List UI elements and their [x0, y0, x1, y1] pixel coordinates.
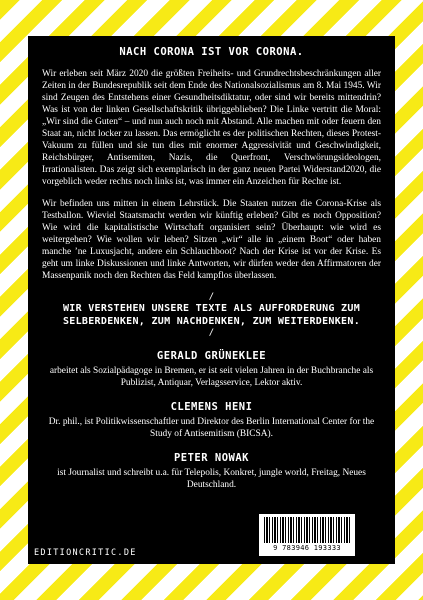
isbn-number: 9 783946 193333	[273, 544, 341, 552]
author-block	[42, 350, 381, 389]
mission-statement: WIR VERSTEHEN UNSERE TEXTE ALS AUFFORDERUNG ZUM SELBERDENKEN, ZUM NACHDENKEN, ZUM WEITERDENKEN.	[62, 303, 361, 327]
author-bio: Dr. phil., ist Politikwissenschaftler und Direktor des Berlin International Center for the Study of Antisemitism (BICSA).	[48, 417, 375, 439]
isbn-barcode	[259, 514, 355, 556]
author-name: PETER NOWAK	[173, 452, 250, 464]
author-bio: ist Journalist und schreibt u.a. für Telepolis, Konkret, jungle world, Freitag, Neues Deutschland.	[57, 468, 366, 490]
publisher-url: EDITIONCRITIC.DE	[34, 548, 137, 558]
text-panel	[28, 36, 395, 564]
author-name: GERALD GRÜNEKLEE	[156, 350, 267, 362]
paragraph-1: Wir erleben seit März 2020 die größten Freiheits- und Grundrechtsbeschränkungen aller Zeiten in der Bundesrepublik seit dem Ende des Nationalsozialismus am 8. Mai 1945. Wir sind Zeugen des Entstehens einer Gesundheitsdiktatur, oder sind wir bereits mittendrin? Was ist von der linken Gesellschaftskritik übriggeblieben? Die Linke vertritt die Moral: „Wir sind die Guten“ – und nun auch noch mit Abstand. Alle machen mit oder feuern den Staat an, nicht locker zu lassen. Das ermöglicht es der politischen Rechten, dieses Protest-Vakuum zu füllen und sie tun dies mit enormer Aggressivität und Geschwindigkeit, Reichsbürger, Antisemiten, Nazis, die Querfront, Verschwörungsideologen, Irrationalisten. Das zeigt sich exemplarisch in der ganz neuen Partei Widerstand2020, die vorgeblich weder rechts noch links ist, was immer ein Anzeichen für Rechte ist.	[42, 69, 381, 187]
cover-heading: NACH CORONA IST VOR CORONA.	[119, 46, 304, 58]
slash-divider-top: /	[208, 292, 215, 302]
author-bio: arbeitet als Sozialpädagoge in Bremen, er ist seit vielen Jahren in der Buchbranche als Publizist, Antiquar, Verlagsservice, Lektor aktiv.	[49, 366, 374, 388]
author-block	[42, 401, 381, 440]
barcode-bars	[264, 517, 350, 543]
slash-divider-bottom: /	[208, 328, 215, 338]
author-block	[42, 452, 381, 491]
author-name: CLEMENS HENI	[170, 401, 253, 413]
paragraph-2: Wir befinden uns mitten in einem Lehrstück. Die Staaten nutzen die Corona-Krise als Testballon. Wieviel Staatsmacht werden wir künftig erleben? Gibt es noch Opposition? Wie wird die kapitalistische Wirtschaft organisiert sein? Überhaupt: wie wird es weitergehen? Wie wollen wir leben? Sitzen „wir“ alle in „einem Boot“ oder haben manche ’ne Luxusjacht, andere ein Schlauchboot? Nach der Krise ist vor der Krise. Es geht um linke Diskussionen und linke Antworten, wir dürfen weder den Affirmatoren der Massenpanik noch den Rechten das Feld kampflos überlassen.	[42, 199, 381, 281]
